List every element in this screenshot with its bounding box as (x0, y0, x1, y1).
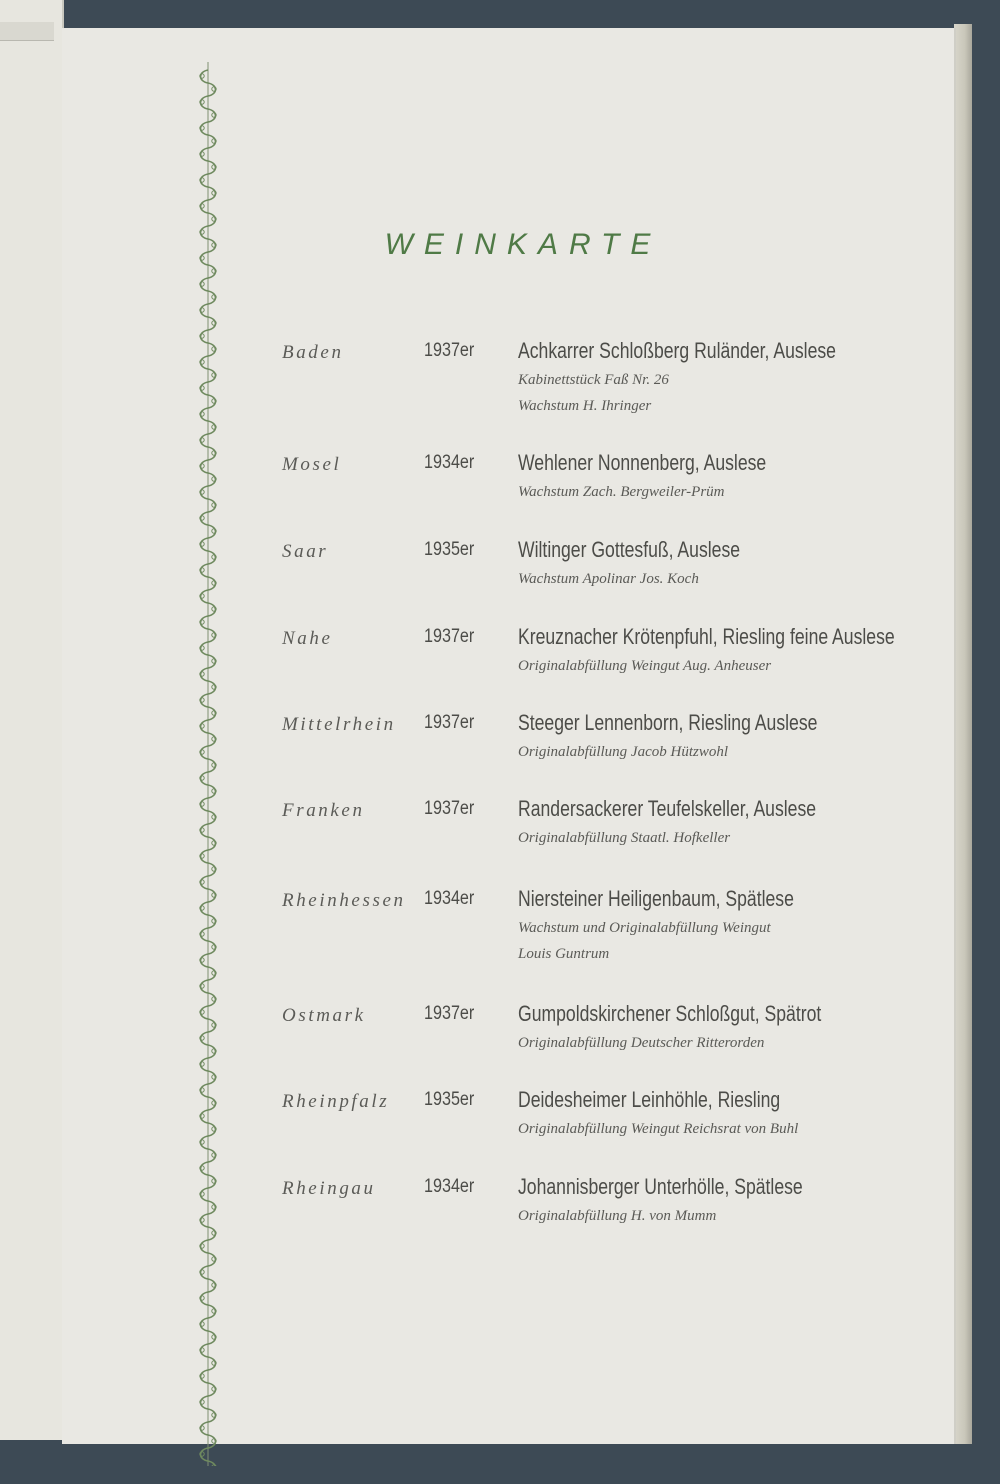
wine-name: Niersteiner Heiligenbaum, Spätlese (518, 886, 794, 911)
wine-name: Gumpoldskirchener Schloßgut, Spätrot (518, 1001, 822, 1026)
wine-detail: Originalabfüllung H. von Mumm (518, 1208, 717, 1224)
wine-detail: Wachstum und Originalabfüllung Weingut (518, 920, 771, 936)
left-page (0, 0, 64, 1440)
wine-name: Wehlener Nonnenberg, Auslese (518, 450, 767, 475)
wine-detail: Originalabfüllung Weingut Aug. Anheuser (518, 658, 772, 674)
wine-vintage: 1934er (424, 1176, 475, 1197)
wine-vintage: 1937er (424, 626, 475, 647)
wine-detail: Originalabfüllung Staatl. Hofkeller (518, 830, 731, 846)
wine-region: Ostmark (282, 1005, 366, 1026)
wine-detail: Wachstum Apolinar Jos. Koch (518, 571, 699, 587)
wine-region: Rheinpfalz (282, 1091, 390, 1112)
wine-detail: Louis Guntrum (518, 946, 610, 962)
wine-vintage: 1934er (424, 888, 475, 909)
wine-name: Randersackerer Teufelskeller, Auslese (518, 796, 817, 821)
wine-vintage: 1934er (424, 452, 475, 473)
wine-detail: Originalabfüllung Weingut Reichsrat von Buhl (518, 1121, 799, 1137)
wine-region: Mittelrhein (282, 714, 396, 735)
wine-region: Nahe (282, 628, 333, 649)
wine-region: Saar (282, 541, 329, 562)
wine-name: Wiltinger Gottesfuß, Auslese (518, 537, 741, 562)
wine-name: Achkarrer Schloßberg Ruländer, Auslese (518, 338, 836, 363)
page-edge (954, 24, 972, 1444)
wine-name: Steeger Lennenborn, Riesling Auslese (518, 710, 818, 735)
wine-vintage: 1935er (424, 539, 475, 560)
wine-name: Kreuznacher Krötenpfuhl, Riesling feine Auslese (518, 624, 895, 649)
wine-region: Rheingau (282, 1178, 376, 1199)
wine-region: Mosel (282, 454, 342, 475)
wine-vintage: 1935er (424, 1089, 475, 1110)
wine-name: Deidesheimer Leinhöhle, Riesling (518, 1087, 781, 1112)
wine-detail: Kabinettstück Faß Nr. 26 (518, 372, 669, 388)
wine-vintage: 1937er (424, 798, 475, 819)
wine-region: Franken (282, 800, 365, 821)
page-title: WEINKARTE (384, 228, 662, 261)
wine-region: Rheinhessen (282, 890, 406, 911)
wine-name: Johannisberger Unterhölle, Spätlese (518, 1174, 803, 1199)
wine-detail: Wachstum Zach. Bergweiler-Prüm (518, 484, 725, 500)
wine-list (62, 28, 954, 1444)
wine-vintage: 1937er (424, 340, 475, 361)
left-page-edge (0, 22, 54, 41)
menu-page (62, 28, 954, 1444)
wine-region: Baden (282, 342, 344, 363)
wine-detail: Wachstum H. Ihringer (518, 398, 652, 414)
wine-vintage: 1937er (424, 1003, 475, 1024)
wine-detail: Originalabfüllung Jacob Hützwohl (518, 744, 728, 760)
wine-detail: Originalabfüllung Deutscher Ritterorden (518, 1035, 765, 1051)
wine-vintage: 1937er (424, 712, 475, 733)
